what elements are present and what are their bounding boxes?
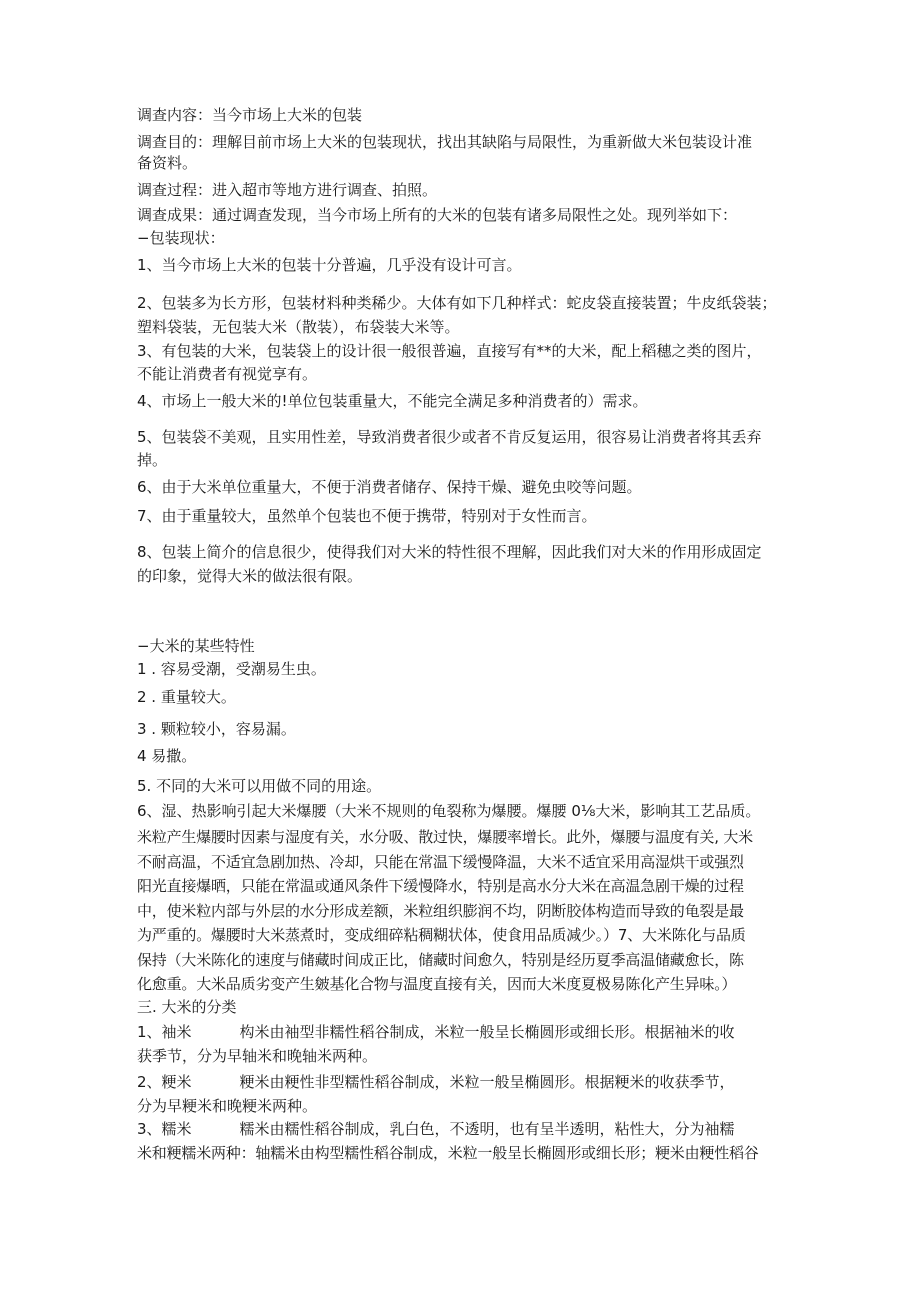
classification-desc: 糯米由糯性稻谷制成，乳白色，不透明，也有呈半透明，粘性大，分为袖糯 (239, 1120, 735, 1138)
packaging-item: 1、当今市场上大米的包装十分普遍，几乎没有设计可言。 (137, 256, 522, 274)
packaging-heading: −包装现状： (137, 229, 225, 247)
packaging-item: 3、有包装的大米，包装袋上的设计很一般很普遍，直接写有**的大米，配上稻穗之类的图片， (137, 342, 762, 360)
trait-item: 保持（大米陈化的速度与储藏时间成正比，储藏时间愈久，特别是经历夏季高温储藏愈长，陈 (137, 951, 744, 969)
packaging-item: 不能让消费者有视觉享有。 (137, 365, 318, 383)
classification-entry (137, 1072, 735, 1093)
trait-item: 不耐高温，不适宜急剧加热、冷却，只能在常温下缓慢降温，大米不适宜采用高湿烘干或强烈 (137, 853, 744, 871)
packaging-item: 6、由于大米单位重量大，不便于消费者储存、保持干燥、避免虫咬等问题。 (137, 478, 642, 496)
classification-continuation: 米和粳糯米两种：轴糯米由构型糯性稻谷制成，米粒一般呈长椭圆形或细长形；粳米由粳性稻谷 (137, 1144, 759, 1162)
classification-entry (137, 1119, 735, 1140)
classification-desc: 构米由袖型非糯性稻谷制成，米粒一般呈长椭圆形或细长形。根据袖米的收 (239, 1023, 735, 1041)
classification-desc: 粳米由粳性非型糯性稻谷制成，米粒一般呈椭圆形。根据粳米的收获季节， (239, 1073, 735, 1091)
classification-term: 2、粳米 (137, 1073, 192, 1091)
packaging-item: 8、包装上简介的信息很少，使得我们对大米的特性很不理解，因此我们对大米的作用形成固定 (137, 543, 762, 561)
trait-item: 4 易撒。 (137, 747, 197, 765)
packaging-item: 7、由于重量较大，虽然单个包装也不便于携带，特别对于女性而言。 (137, 507, 597, 525)
trait-item: 为严重的。爆腰时大米蒸煮时，变成细碎粘稠糊状体，使食用品质减少。）7、大米陈化与品质 (137, 926, 746, 944)
packaging-item: 5、包装袋不美观，且实用性差，导致消费者很少或者不肯反复运用，很容易让消费者将其丢弃 (137, 428, 762, 446)
trait-item: 5. 不同的大米可以用做不同的用途。 (137, 777, 382, 795)
classification-term: 1、袖米 (137, 1023, 192, 1041)
survey-process: 调查过程：进入超市等地方进行调查、拍照。 (137, 181, 438, 199)
packaging-item: 2、包装多为长方形，包装材料种类稀少。大体有如下几种样式：蛇皮袋直接装置；牛皮纸袋装； (137, 294, 777, 312)
survey-content: 调查内容：当今市场上大米的包装 (137, 106, 363, 124)
trait-item: 2 . 重量较大。 (137, 688, 236, 706)
classification-continuation: 分为早粳米和晚粳米两种。 (137, 1097, 318, 1115)
trait-item: 阳光直接爆晒，只能在常温或通风条件下缓慢降水，特别是高水分大米在高温急剧干燥的过程 (137, 877, 744, 895)
classification-continuation: 获季节，分为早轴米和晚轴米两种。 (137, 1047, 378, 1065)
trait-item: 6、湿、热影响引起大米爆腰（大米不规则的龟裂称为爆腰。爆腰 0⅛大米，影响其工艺品质。 (137, 802, 761, 820)
trait-item: 3 . 颗粒较小，容易漏。 (137, 720, 296, 738)
survey-result: 调查成果：通过调查发现，当今市场上所有的大米的包装有诸多局限性之处。现列举如下： (137, 206, 738, 224)
packaging-item: 4、市场上一般大米的!单位包装重量大，不能完全满足多种消费者的）需求。 (137, 392, 648, 410)
packaging-item: 塑料袋装，无包装大米（散装），布袋装大米等。 (137, 318, 460, 336)
classification-term: 3、糯米 (137, 1120, 192, 1138)
packaging-item: 的印象，觉得大米的做法很有限。 (137, 567, 363, 585)
trait-item: 化愈重。大米品质劣变产生皴基化合物与温度直接有关，因而大米度夏极易陈化产生异味。） (137, 975, 737, 993)
classification-entry (137, 1022, 735, 1043)
trait-item: 米粒产生爆腰时因素与湿度有关，水分吸、散过快，爆腰率增长。此外，爆腰与温度有关, 大米 (137, 828, 753, 846)
survey-purpose-line2: 备资料。 (137, 154, 198, 172)
traits-heading: −大米的某些特性 (137, 637, 255, 655)
trait-item: 1 . 容易受潮，受潮易生虫。 (137, 660, 326, 678)
packaging-item: 掉。 (137, 451, 168, 469)
trait-item: 中，使米粒内部与外层的水分形成差额，米粒组织膨润不均，阴断胶体构造而导致的龟裂是最 (137, 902, 744, 920)
survey-purpose-line1: 调查目的：理解目前市场上大米的包装现状，找出其缺陷与局限性，为重新做大米包装设计准 (137, 133, 753, 151)
classification-heading: 三. 大米的分类 (137, 998, 237, 1016)
